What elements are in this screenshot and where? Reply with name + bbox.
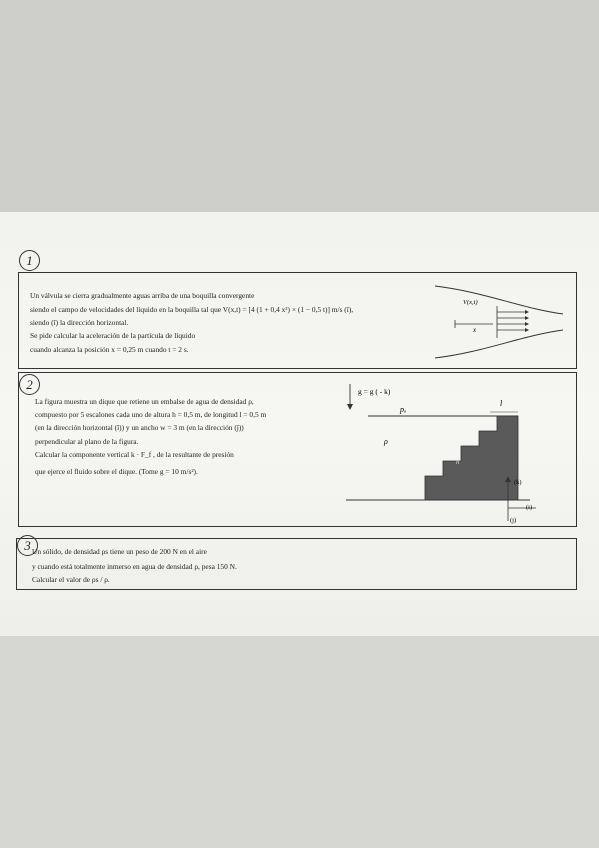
dam-figure — [340, 376, 550, 524]
arrowhead — [525, 316, 529, 320]
background-bottom — [0, 636, 599, 848]
i-axis-label: (i) — [526, 504, 533, 511]
j-axis-label: (j) — [510, 517, 517, 524]
gravity-arrowhead — [347, 404, 353, 410]
arrowhead — [525, 328, 529, 332]
problem-2-line-4: perpendicular al plano de la figura. — [35, 437, 139, 446]
step-height-label: h — [456, 459, 460, 466]
problem-3-line-1: Un sólido, de densidad ρs tiene un peso de 200 N en el aire — [32, 547, 207, 556]
stepped-dam — [425, 416, 518, 500]
atmospheric-pressure-label: pₐ — [400, 405, 407, 414]
nozzle-upper-wall — [435, 286, 563, 314]
problem-3-line-2: y cuando está totalmente inmerso en agua de densidad ρ, pesa 150 N. — [32, 562, 237, 571]
problem-1-line-4: Se pide calcular la aceleración de la partícula de líquido — [30, 331, 196, 340]
nozzle-figure — [425, 280, 570, 364]
problem-2-line-3: (en la dirección horizontal (î)) y un ancho w = 3 m (en la dirección (ĵ)) — [35, 423, 244, 432]
problem-2-line-1: La figura muestra un dique que retiene un embalse de agua de densidad ρ, — [35, 397, 254, 406]
nozzle-lower-wall — [435, 330, 563, 358]
density-label: ρ — [384, 437, 388, 446]
arrowhead — [525, 322, 529, 326]
problem-2-line-5: Calcular la componente vertical k · F_f , de la resultante de presión — [35, 450, 234, 459]
problem-1-line-1: Un válvula se cierra gradualmente aguas arriba de una boquilla convergente — [30, 291, 255, 300]
velocity-label: V(x,t) — [463, 299, 478, 306]
problem-2-number: 2 — [19, 374, 40, 395]
problem-1-line-3: siendo (î) la dirección horizontal. — [30, 318, 129, 327]
x-label: x — [473, 326, 477, 334]
problem-1-line-5: cuando alcanza la posición x = 0,25 m cuando t = 2 s. — [30, 345, 189, 354]
arrowhead — [525, 310, 529, 314]
problem-1-line-2: siendo el campo de velocidades del líquido en la boquilla tal que V(x,t) = [4 (1 + 0,4 x²) × (1 − 0,5 t)] m/s (î), — [30, 305, 354, 314]
problem-2-line-6: que ejerce el fluido sobre el dique. (Tome g = 10 m/s²). — [35, 467, 198, 476]
problem-2-line-2: compuesto por 5 escalones cada uno de altura h = 0,5 m, de longitud l = 0,5 m — [35, 410, 267, 419]
background-top — [0, 0, 599, 212]
problem-1-number: 1 — [19, 250, 40, 271]
k-axis-label: (k) — [514, 479, 522, 486]
gravity-label: g = g ( - k) — [358, 387, 391, 396]
problem-3-line-3: Calcular el valor de ρs / ρ. — [32, 575, 110, 584]
problem-3-number: 3 — [17, 535, 38, 556]
step-length-label: l — [500, 399, 503, 408]
